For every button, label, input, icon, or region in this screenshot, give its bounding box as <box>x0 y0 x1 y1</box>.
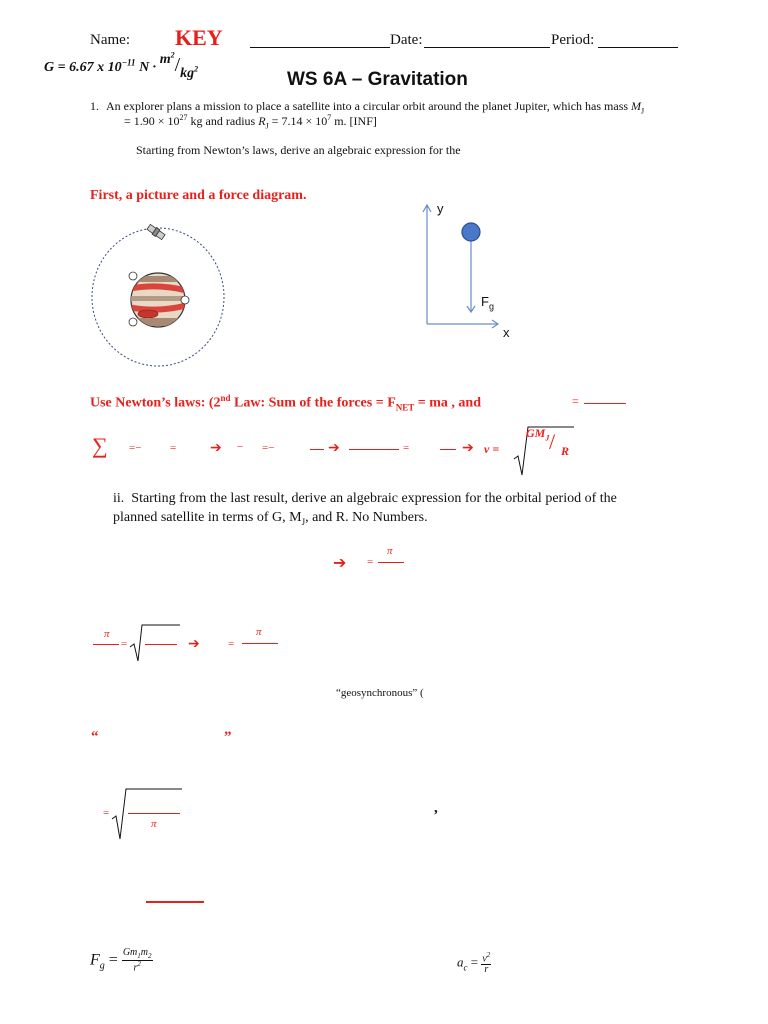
deriv1-term2: = <box>170 442 177 454</box>
deriv3-pi2: π <box>256 626 262 638</box>
jupiter-orbit-illustration <box>88 224 228 369</box>
deriv3-sqrt-bar <box>145 644 177 645</box>
deriv1-term5: = <box>403 442 410 454</box>
deriv4-bar <box>128 813 180 814</box>
q-ii-line2: planned satellite in terms of G, $M_J$, and R. No Numbers. <box>113 510 428 527</box>
deriv2-pi: π <box>387 545 393 557</box>
q1-line2: = $1.90 \times 10^{27}$ kg and radius $R_J = 7.14 \times 10^7$ m. [INF] <box>124 113 377 131</box>
period-label: Period: <box>551 32 595 48</box>
deriv3-pi1: π <box>104 628 110 640</box>
date-blank-line[interactable] <box>424 33 550 48</box>
force-diagram <box>418 200 528 340</box>
deriv1-bar3 <box>440 449 456 450</box>
velocity-sqrt-slash: / <box>549 429 556 454</box>
answer-red-bar <box>146 901 204 903</box>
name-blank-line[interactable] <box>250 33 390 48</box>
deriv1-term3: − <box>237 441 244 453</box>
deriv4-pi: π <box>151 818 157 830</box>
g-constant-exponent: −11 <box>121 57 136 68</box>
g-constant-units-n: N · <box>139 60 157 75</box>
diagram-y-label: y <box>437 201 444 216</box>
arrow-icon: ➔ <box>188 637 200 652</box>
arrow-icon: ➔ <box>333 555 347 572</box>
arrow-icon: ➔ <box>328 441 340 456</box>
g-constant-value: G = 6.67 x 10 <box>44 60 122 75</box>
g-constant-units-num: $m^2$ <box>159 50 175 67</box>
q1-number: 1. <box>90 99 99 113</box>
diagram-x-label: x <box>503 325 510 340</box>
section-picture-heading: First, a picture and a force diagram. <box>90 188 307 203</box>
sqrt-sign <box>110 787 184 841</box>
deriv3-bar1 <box>93 644 119 645</box>
page-title: WS 6A – Gravitation <box>287 69 468 90</box>
name-label: Name: <box>90 32 130 48</box>
arrow-icon: ➔ <box>210 441 222 456</box>
open-quote: “ <box>91 729 99 745</box>
gravity-formula: $F_g$ = $\frac{Gm_1m_2}{r^2}$ <box>90 947 152 974</box>
deriv1-term1: =− <box>129 442 142 454</box>
deriv1-bar2 <box>349 449 399 450</box>
deriv3-eq2: = <box>228 638 235 650</box>
arrow-icon: ➔ <box>462 441 474 456</box>
date-label: Date: <box>390 32 423 48</box>
diagram-force-label: $F_g$ <box>481 294 494 312</box>
close-quote: ” <box>224 729 232 745</box>
velocity-sqrt-content: $GM_J$ <box>526 426 550 443</box>
g-constant-units-den: $kg^2$ <box>180 64 199 81</box>
sqrt-sign <box>128 623 182 663</box>
deriv3-eq1: = <box>121 638 128 650</box>
velocity-lhs: v = <box>484 442 500 456</box>
deriv4-comma: , <box>434 800 438 816</box>
deriv4-eq: = <box>103 807 110 819</box>
q1-part-i: Starting from Newton’s laws, derive an algebraic expression for the <box>136 143 461 157</box>
deriv1-bar1 <box>310 449 324 450</box>
deriv2-bar <box>378 562 404 563</box>
velocity-sqrt-den: R <box>561 444 570 458</box>
sigma-symbol: ∑ <box>92 433 108 458</box>
geosynchronous-text: “geosynchronous” ( <box>336 687 424 699</box>
key-label: KEY <box>175 25 223 50</box>
gravitational-constant: G = 6.67 x $10^{-11}$ $N \cdot m^2/kg^2$ <box>44 50 199 81</box>
newton-laws-heading: Use Newton’s laws: (2nd Law: Sum of the forces = $F_{NET}$ = ma , and <box>90 393 481 413</box>
q1-line1: An explorer plans a mission to place a satellite into a circular orbit around the planet Jupiter, which has mass $M_J$ <box>106 99 645 116</box>
period-blank-line[interactable] <box>598 33 678 48</box>
q-ii-line1: ii. Starting from the last result, derive an algebraic expression for the orbital period of the <box>113 491 617 506</box>
newton-laws-eq-bar <box>584 403 626 404</box>
deriv2-eq: = <box>367 556 374 568</box>
deriv3-bar2 <box>242 643 278 644</box>
satellite-dot <box>462 223 480 241</box>
deriv1-term4: =− <box>262 442 275 454</box>
newton-laws-eq: = <box>572 394 579 408</box>
centripetal-formula: $a_c$ = $\frac{v^2}{r}$ <box>457 951 491 976</box>
